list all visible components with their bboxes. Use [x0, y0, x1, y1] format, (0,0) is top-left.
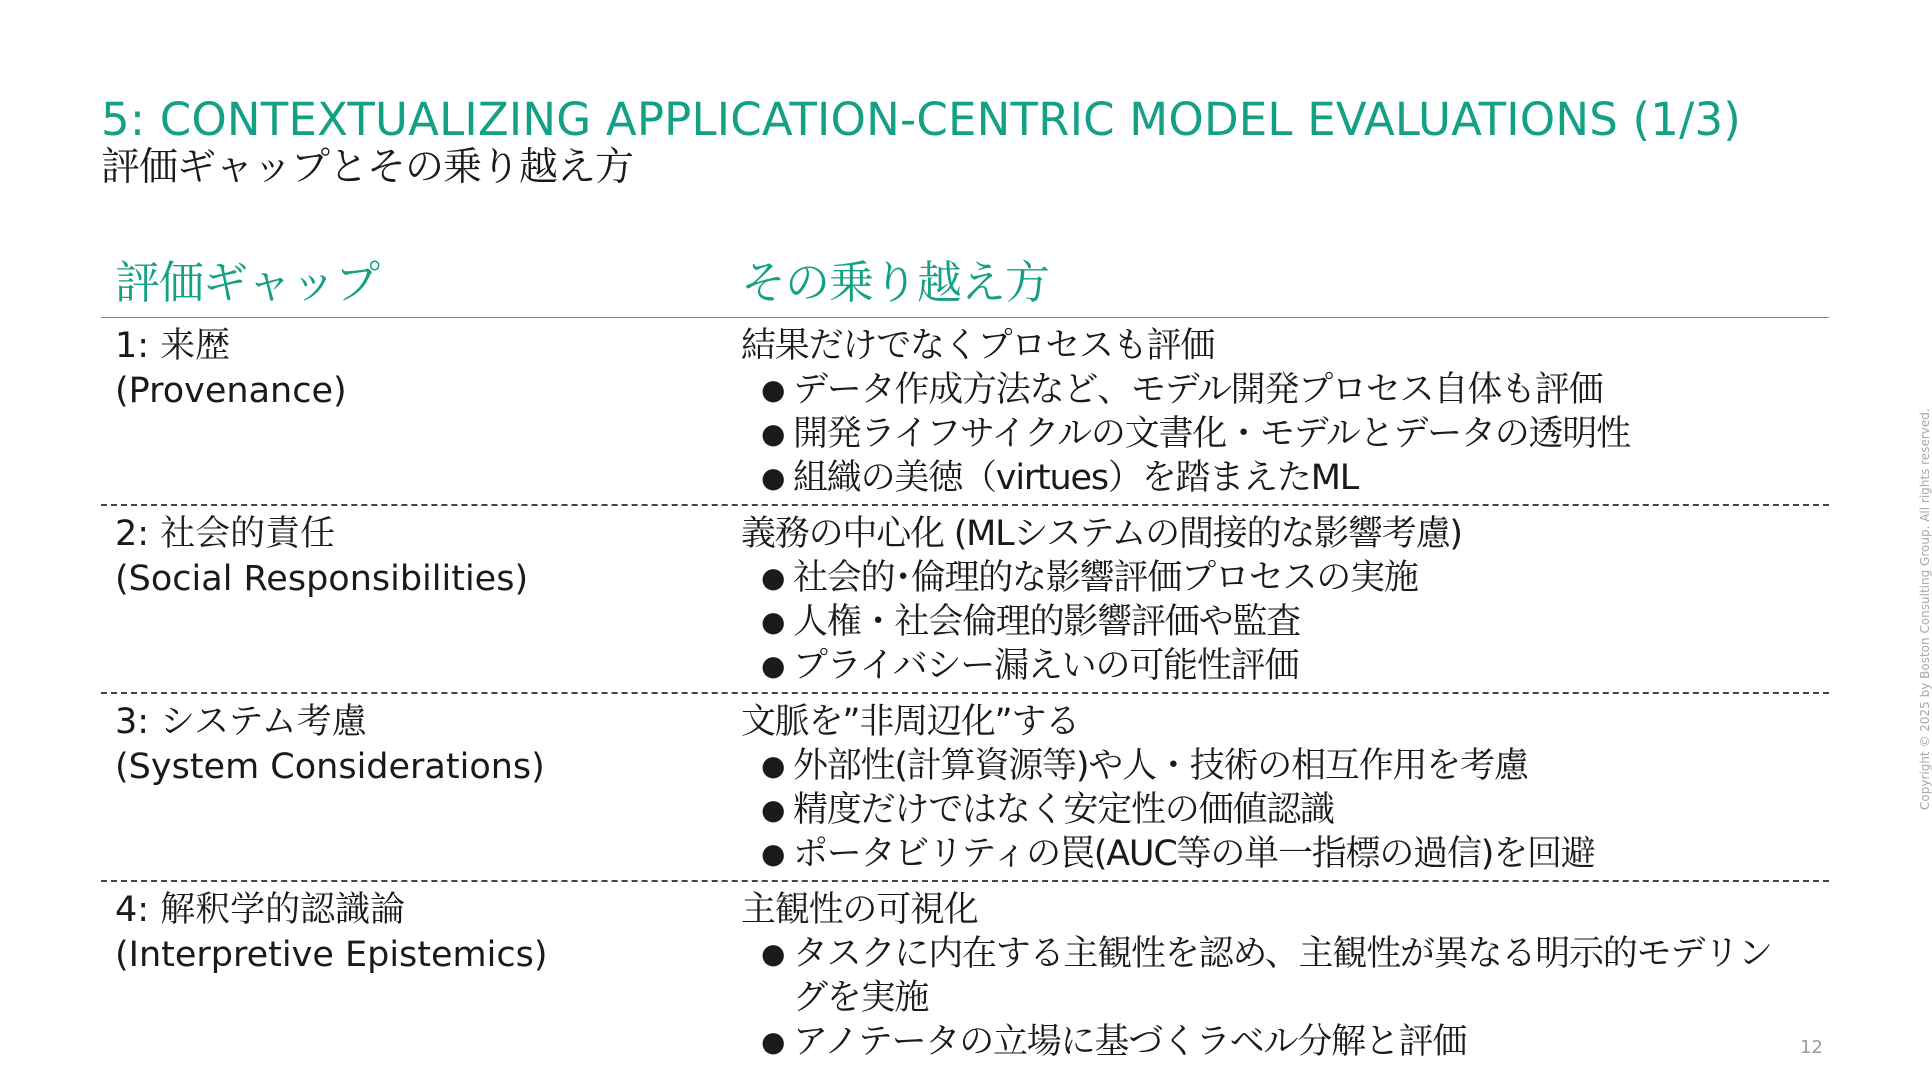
gap-name-en: (Social Responsibilities) — [115, 559, 529, 599]
list-item: ● 精度だけではなく安定性の価値認識 — [761, 790, 1334, 830]
table-row — [101, 694, 1829, 882]
list-item: ● プライバシー漏えいの可能性評価 — [761, 646, 1299, 686]
gap-cell — [115, 888, 715, 978]
bullet-icon: ● — [761, 1025, 785, 1058]
solution-bullets — [741, 556, 1841, 688]
bullet-icon: ● — [761, 373, 785, 406]
list-item: ● 外部性(計算資源等)や人・技術の相互作用を考慮 — [761, 746, 1528, 786]
evaluation-gap-table — [101, 252, 1829, 1070]
solution-cell — [741, 324, 1841, 500]
solution-lead: 文脈を”非周辺化”する — [741, 702, 1080, 742]
gap-cell — [115, 512, 715, 602]
column-header-gap: 評価ギャップ — [115, 256, 380, 309]
slide-title: 5: CONTEXTUALIZING APPLICATION-CENTRIC MODEL EVALUATIONS (1/3) — [101, 93, 1742, 146]
copyright-notice: Copyright © 2025 by Boston Consulting Group. All rights reserved. — [1918, 408, 1932, 810]
table-row — [101, 882, 1829, 1070]
table-row — [101, 318, 1829, 506]
bullet-icon: ● — [761, 605, 785, 638]
gap-name-ja: 3: システム考慮 — [115, 702, 367, 742]
gap-name-ja: 1: 来歴 — [115, 326, 231, 366]
bullet-icon: ● — [761, 749, 785, 782]
solution-cell — [741, 512, 1841, 688]
slide-subtitle: 評価ギャップとその乗り越え方 — [101, 145, 634, 190]
gap-cell — [115, 324, 715, 414]
list-item: ● 開発ライフサイクルの文書化・モデルとデータの透明性 — [761, 414, 1630, 454]
list-item: ● 組織の美徳（virtues）を踏まえたML — [761, 458, 1358, 498]
list-item: ● 人権・社会倫理的影響評価や監査 — [761, 602, 1301, 642]
list-item: ● タスクに内在する主観性を認め、主観性が異なる明示的モデリングを実施 — [761, 934, 1772, 1018]
bullet-icon: ● — [761, 837, 785, 870]
table-header-row — [101, 252, 1829, 318]
gap-name-en: (System Considerations) — [115, 747, 545, 787]
solution-bullets — [741, 368, 1841, 500]
list-item: ● 社会的･倫理的な影響評価プロセスの実施 — [761, 558, 1418, 598]
bullet-icon: ● — [761, 561, 785, 594]
solution-lead: 義務の中心化 (MLシステムの間接的な影響考慮) — [741, 514, 1462, 554]
solution-cell — [741, 700, 1841, 876]
gap-name-en: (Interpretive Epistemics) — [115, 935, 548, 975]
list-item: ● アノテータの立場に基づくラベル分解と評価 — [761, 1022, 1467, 1062]
gap-name-en: (Provenance) — [115, 371, 347, 411]
page-number: 12 — [1800, 1037, 1823, 1058]
bullet-icon: ● — [761, 417, 785, 450]
solution-lead: 主観性の可視化 — [741, 890, 978, 930]
bullet-icon: ● — [761, 937, 785, 970]
gap-cell — [115, 700, 715, 790]
solution-bullets — [741, 932, 1781, 1064]
table-row — [101, 506, 1829, 694]
gap-name-ja: 4: 解釈学的認識論 — [115, 890, 406, 930]
bullet-icon: ● — [761, 461, 785, 494]
list-item: ● ポータビリティの罠(AUC等の単一指標の過信)を回避 — [761, 834, 1595, 874]
bullet-icon: ● — [761, 649, 785, 682]
column-header-solution: その乗り越え方 — [741, 256, 1050, 309]
solution-cell — [741, 888, 1781, 1064]
solution-lead: 結果だけでなくプロセスも評価 — [741, 326, 1215, 366]
gap-name-ja: 2: 社会的責任 — [115, 514, 336, 554]
list-item: ● データ作成方法など、モデル開発プロセス自体も評価 — [761, 370, 1603, 410]
bullet-icon: ● — [761, 793, 785, 826]
solution-bullets — [741, 744, 1841, 876]
